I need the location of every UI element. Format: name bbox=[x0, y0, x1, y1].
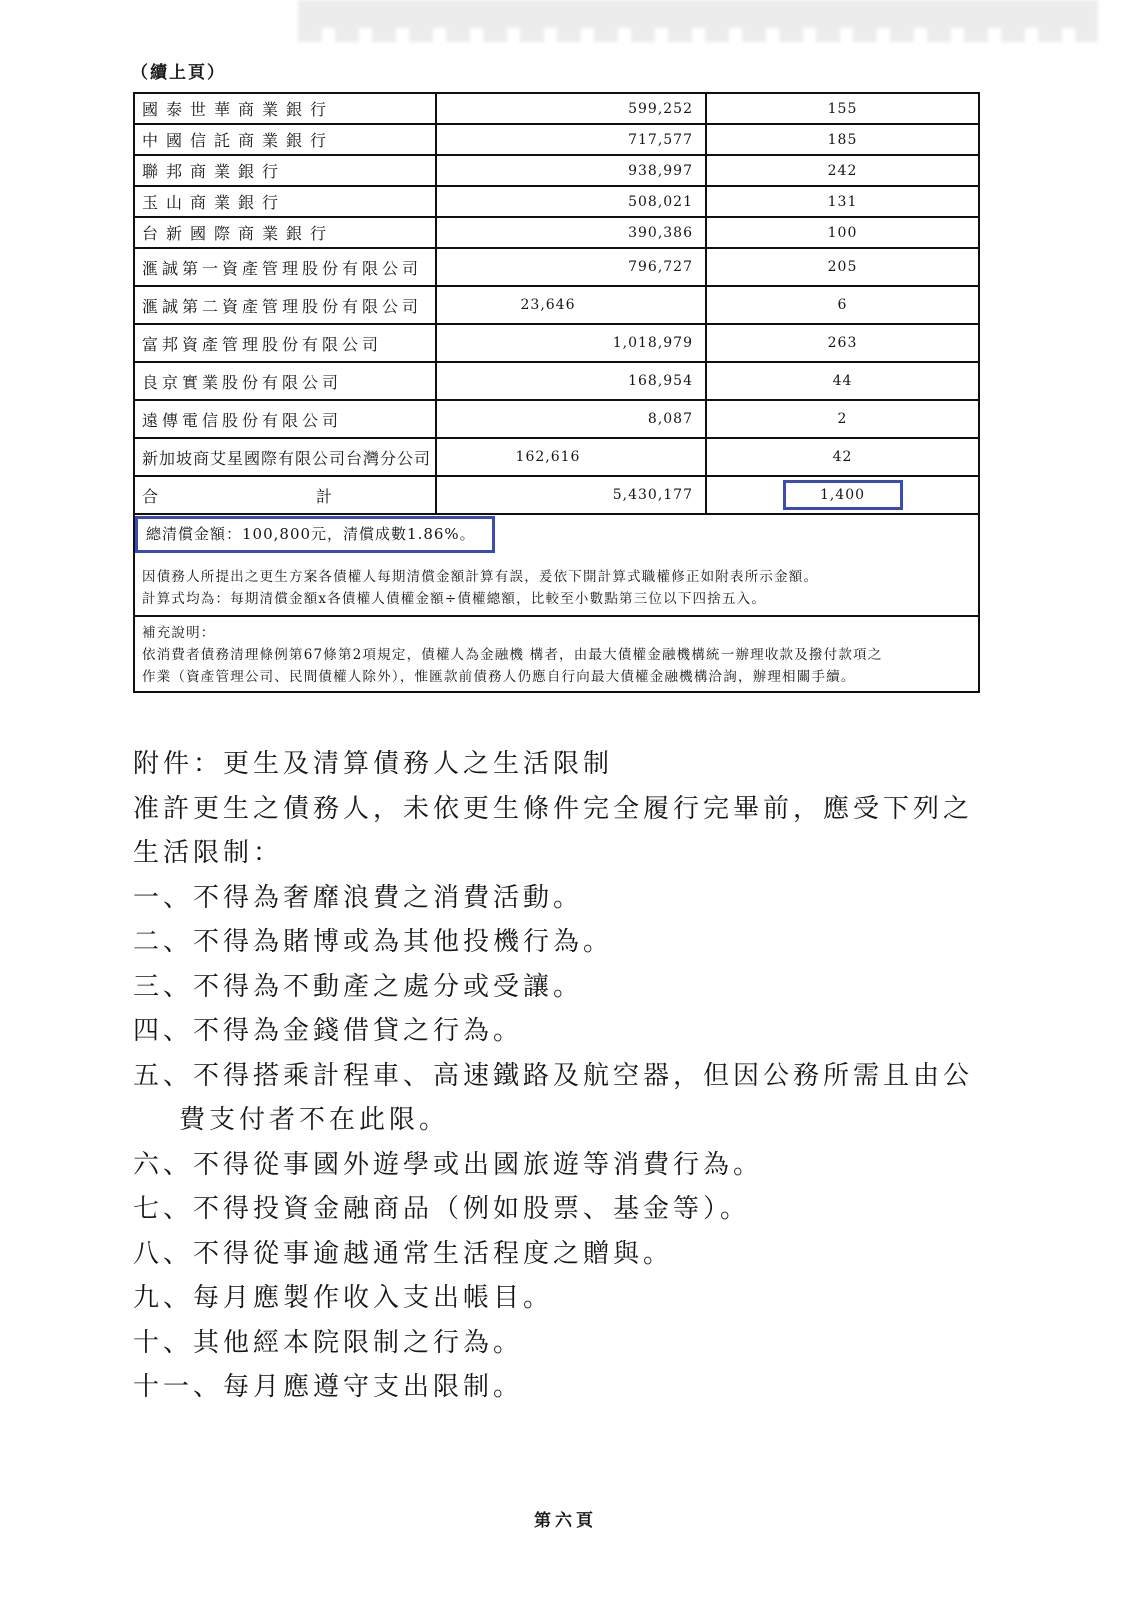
total-label-char: 合 bbox=[142, 486, 159, 506]
total-amount: 5,430,177 bbox=[437, 477, 707, 513]
supplement-line: 依消費者債務清理條例第67條第2項規定，債權人為金融機 構者，由最大債權金融機構統一辦理收款及撥付款項之 bbox=[142, 647, 883, 663]
table-row bbox=[135, 401, 978, 439]
creditor-name: 良京實業股份有限公司 bbox=[135, 363, 437, 399]
attachment-intro: 准許更生之債務人，未依更生條件完全履行完畢前，應受下列之 bbox=[133, 793, 974, 824]
table-row bbox=[135, 439, 978, 477]
creditor-amount: 796,727 bbox=[437, 249, 707, 285]
table-row bbox=[135, 287, 978, 325]
creditor-count: 263 bbox=[827, 335, 858, 351]
note-line: 因債務人所提出之更生方案各債權人每期清償金額計算有誤，爰依下開計算式職權修正如附表所示金額。 bbox=[142, 569, 819, 585]
creditor-amount: 390,386 bbox=[437, 218, 707, 247]
continuation-note: （續上頁） bbox=[131, 63, 226, 83]
creditor-amount: 23,646 bbox=[437, 287, 707, 323]
table-row bbox=[135, 363, 978, 401]
creditor-amount: 162,616 bbox=[437, 439, 707, 475]
creditor-count: 131 bbox=[827, 193, 858, 210]
creditor-count: 44 bbox=[832, 373, 853, 389]
creditor-name: 富邦資產管理股份有限公司 bbox=[135, 325, 437, 361]
scan-smudge bbox=[298, 0, 1098, 44]
restriction-item: 一、不得為奢靡浪費之消費活動。 bbox=[133, 882, 584, 913]
creditor-name: 玉山商業銀行 bbox=[135, 187, 437, 216]
creditor-name: 中國信託商業銀行 bbox=[135, 125, 437, 154]
scan-smudge-comb bbox=[298, 28, 1098, 42]
summary-highlight-box: 總清償金額：100,800元，清償成數1.86%。 bbox=[135, 516, 495, 553]
creditor-count: 6 bbox=[837, 297, 848, 313]
attachment-intro: 生活限制： bbox=[133, 838, 284, 868]
supplement-section bbox=[135, 615, 978, 691]
creditor-amount: 508,021 bbox=[437, 187, 707, 216]
creditor-name: 遠傳電信股份有限公司 bbox=[135, 401, 437, 437]
creditor-count: 42 bbox=[832, 449, 853, 465]
restriction-item: 十一、每月應遵守支出限制。 bbox=[133, 1372, 524, 1402]
restriction-item: 六、不得從事國外遊學或出國旅遊等消費行為。 bbox=[133, 1149, 764, 1180]
restriction-item: 五、不得搭乘計程車、高速鐵路及航空器，但因公務所需且由公 bbox=[133, 1060, 974, 1091]
supplement-line: 作業（資產管理公司、民間債權人除外），惟匯款前債務人仍應自行向最大債權金融機構洽詢，辦理相關手續。 bbox=[142, 669, 856, 685]
creditor-count: 205 bbox=[827, 259, 858, 275]
table-row bbox=[135, 249, 978, 287]
table-row bbox=[135, 156, 978, 187]
creditor-name: 聯邦商業銀行 bbox=[135, 156, 437, 185]
table-row bbox=[135, 94, 978, 125]
restriction-item: 十、其他經本院限制之行為。 bbox=[133, 1327, 524, 1358]
creditor-count: 185 bbox=[827, 131, 858, 148]
creditor-amount: 8,087 bbox=[437, 401, 707, 437]
table-row bbox=[135, 325, 978, 363]
restriction-item-continuation: 費支付者不在此限。 bbox=[179, 1105, 450, 1135]
scan-smudge-band bbox=[298, 0, 1098, 28]
table-row bbox=[135, 218, 978, 249]
creditor-name: 滙誠第二資產管理股份有限公司 bbox=[135, 287, 437, 323]
note-line: 計算式均為：每期清償金額x各債權人債權金額÷債權總額，比較至小數點第三位以下四捨五入。 bbox=[142, 591, 767, 607]
table-row bbox=[135, 187, 978, 218]
total-count-cell bbox=[707, 477, 978, 513]
table-total-row bbox=[135, 477, 978, 515]
creditor-name: 台新國際商業銀行 bbox=[135, 218, 437, 247]
summary-section bbox=[135, 515, 978, 615]
creditor-amount: 1,018,979 bbox=[437, 325, 707, 361]
creditor-count: 2 bbox=[837, 411, 848, 427]
creditor-count: 100 bbox=[827, 224, 858, 241]
creditor-amount: 938,997 bbox=[437, 156, 707, 185]
restriction-item: 四、不得為金錢借貸之行為。 bbox=[133, 1016, 524, 1046]
creditor-amount: 717,577 bbox=[437, 125, 707, 154]
correction-notes bbox=[135, 566, 978, 610]
total-label bbox=[135, 477, 437, 513]
page-number: 第六頁 bbox=[534, 1511, 597, 1531]
attachment-text bbox=[133, 742, 1003, 1410]
restriction-item: 三、不得為不動產之處分或受讓。 bbox=[133, 971, 584, 1002]
creditor-amount: 168,954 bbox=[437, 363, 707, 399]
creditor-amount: 599,252 bbox=[437, 94, 707, 123]
creditor-name: 新加坡商艾星國際有限公司台灣分公司 bbox=[135, 439, 437, 475]
restriction-item: 七、不得投資金融商品（例如股票、基金等）。 bbox=[133, 1194, 751, 1224]
restriction-item: 八、不得從事逾越通常生活程度之贈與。 bbox=[133, 1238, 674, 1269]
restriction-item: 二、不得為賭博或為其他投機行為。 bbox=[133, 927, 614, 957]
creditor-count: 155 bbox=[827, 100, 858, 117]
creditor-name: 國泰世華商業銀行 bbox=[135, 94, 437, 123]
creditor-count: 242 bbox=[827, 162, 858, 179]
total-count-highlight-box: 1,400 bbox=[783, 480, 903, 510]
attachment-title: 附件：更生及清算債務人之生活限制 bbox=[133, 749, 614, 779]
restriction-item: 九、每月應製作收入支出帳目。 bbox=[133, 1283, 554, 1313]
creditor-name: 滙誠第一資產管理股份有限公司 bbox=[135, 249, 437, 285]
creditor-table bbox=[133, 92, 980, 693]
supplement-title: 補充說明： bbox=[142, 625, 216, 641]
table-row bbox=[135, 125, 978, 156]
total-label-char: 計 bbox=[316, 486, 333, 506]
